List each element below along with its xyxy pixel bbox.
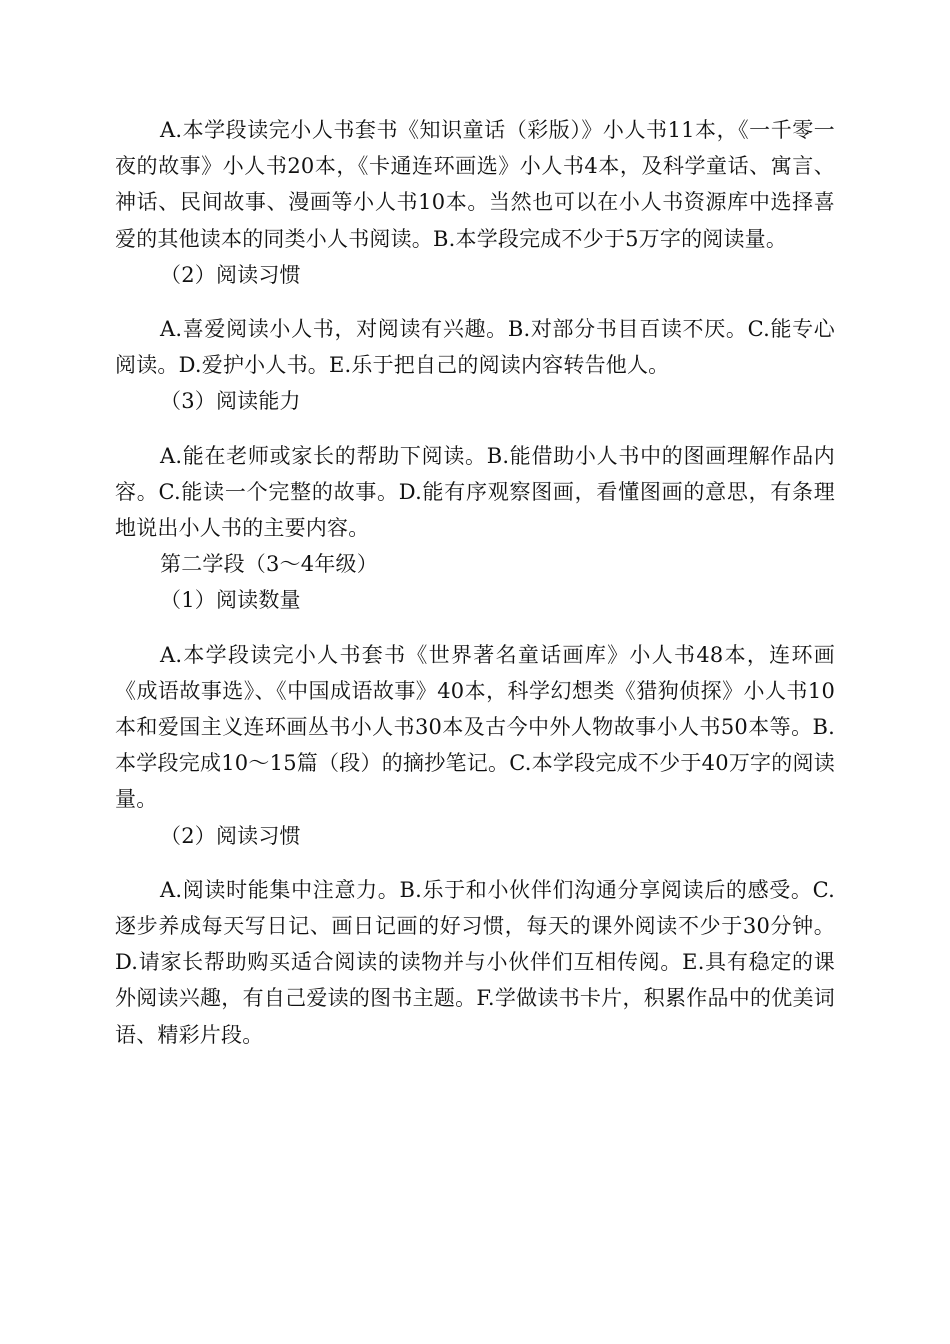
paragraph-reading-quantity-stage2: A.本学段读完小人书套书《世界著名童话画库》小人书48本，连环画《成语故事选》、《中国成语故事》40本，科学幻想类《猎狗侦探》小人书10本和爱国主义连环画丛书小人书30本及古今中外人物故事小人书50本等。B.本学段完成10～15篇（段）的摘抄笔记。C.本学段完成不少于40万字的阅读量。 xyxy=(115,642,835,812)
subheading-reading-ability: （3）阅读能力 xyxy=(160,389,301,414)
subheading-reading-habits-1: （2）阅读习惯 xyxy=(160,262,301,287)
paragraph-reading-habits-stage2: A.阅读时能集中注意力。B.乐于和小伙伴们沟通分享阅读后的感受。C.逐步养成每天写日记、画日记画的好习惯，每天的课外阅读不少于30分钟。D.请家长帮助购买适合阅读的读物并与小伙伴们互相传阅。E.具有稳定的课外阅读兴趣，有自己爱读的图书主题。F.学做读书卡片，积累作品中的优美词语、精彩片段。 xyxy=(115,877,835,1047)
subheading-reading-habits-2: （2）阅读习惯 xyxy=(160,823,301,848)
subheading-reading-quantity: （1）阅读数量 xyxy=(160,588,301,613)
paragraph-reading-habits-stage1: A.喜爱阅读小人书，对阅读有兴趣。B.对部分书目百读不厌。C.能专心阅读。D.爱护小人书。E.乐于把自己的阅读内容转告他人。 xyxy=(115,317,835,378)
section-heading-stage2: 第二学段（3～4年级） xyxy=(160,552,378,577)
document-body xyxy=(115,112,835,1053)
paragraph-reading-ability: A.能在老师或家长的帮助下阅读。B.能借助小人书中的图画理解作品内容。C.能读一个完整的故事。D.能有序观察图画，看懂图画的意思，有条理地说出小人书的主要内容。 xyxy=(115,443,835,541)
paragraph-reading-quantity-stage1: A.本学段读完小人书套书《知识童话（彩版）》小人书11本，《一千零一夜的故事》小人书20本，《卡通连环画选》小人书4本，及科学童话、寓言、神话、民间故事、漫画等小人书10本。当然也可以在小人书资源库中选择喜爱的其他读本的同类小人书阅读。B.本学段完成不少于5万字的阅读量。 xyxy=(115,118,835,251)
